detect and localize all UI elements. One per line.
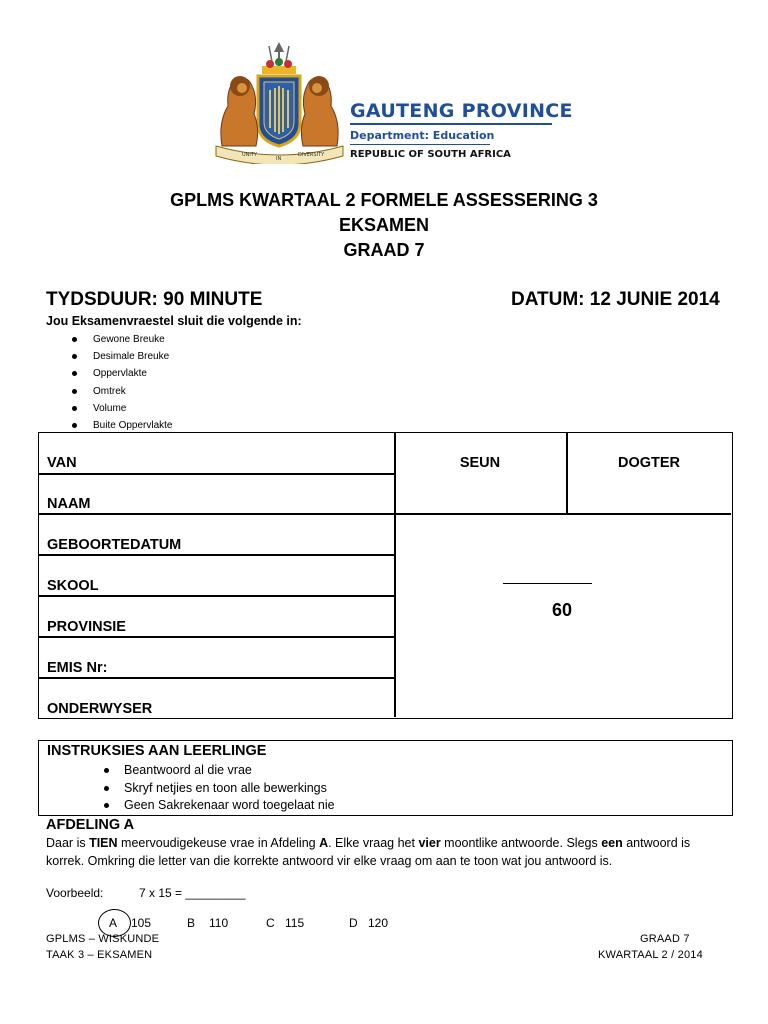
footer-term: KWARTAAL 2 / 2014 [598,949,703,961]
field-surname: VAN [47,455,77,471]
score-blank-line [503,583,592,584]
logo-rule-small [350,144,490,145]
duration: TYDSDUUR: 90 MINUTE [46,289,263,310]
field-name: NAAM [47,496,91,512]
motto-diversity: DIVERSITY [298,152,325,158]
topic-item: Volume [72,402,173,419]
logo-text-block [350,100,573,160]
boy-column: SEUN [459,455,501,471]
field-emis: EMIS Nr: [47,660,108,676]
learner-info-table [38,432,733,719]
field-teacher: ONDERWYSER [47,701,153,717]
field-school: SKOOL [47,578,99,594]
option-d-value: 120 [368,916,389,930]
example-label: Voorbeeld: [46,886,104,900]
motto-unity: UNITY [242,152,257,158]
option-a-letter: A [109,916,118,930]
option-c-value: 115 [285,916,305,930]
section-instructions: Daar is TIEN meervoudigekeuse vrae in Afdeling A. Elke vraag het vier moontlike antwoorde. Slegs een antwoord is korrek. Omkring die letter van die korrekte antwoord vir elke vraag om aan te toon wat jou antwoord is. [46,836,691,868]
exam-date: DATUM: 12 JUNIE 2014 [511,289,720,310]
footer-grade: GRAAD 7 [640,933,690,945]
option-d-letter: D [349,916,358,930]
example-question: 7 x 15 = _________ [139,886,246,900]
motto-in: IN [276,156,282,162]
section-title: AFDELING A [46,817,135,833]
contents-intro: Jou Eksamenvraestel sluit die volgende in: [46,314,302,328]
topic-item: Desimale Breuke [72,350,173,367]
exam-grade: GRAAD 7 [343,240,425,260]
department-name: Department: Education [350,129,495,142]
instructions-title: INSTRUKSIES AAN LEERLINGE [47,743,267,759]
country-name: REPUBLIC OF SOUTH AFRICA [350,149,511,160]
gauteng-coat-of-arms-logo [212,42,347,164]
option-b-value: 110 [209,916,229,930]
field-province: PROVINSIE [47,619,126,635]
option-b-letter: B [187,916,196,930]
instructions-list [104,763,335,816]
option-c-letter: C [266,916,275,930]
topic-item: Omtrek [72,385,173,402]
exam-title: GPLMS KWARTAAL 2 FORMELE ASSESSERING 3 [170,190,598,210]
footer-task: TAAK 3 – EKSAMEN [46,949,153,961]
field-birthdate: GEBOORTEDATUM [47,537,182,553]
instruction-item: Skryf netjies en toon alle bewerkings [104,781,335,799]
logo-rule [350,123,552,125]
footer-subject: GPLMS – WISKUNDE [46,933,160,945]
option-a-value: 105 [131,916,152,930]
instruction-item: Beantwoord al die vrae [104,763,335,781]
topic-item: Buite Oppervlakte [72,419,173,436]
girl-column: DOGTER [617,455,681,471]
topic-item: Oppervlakte [72,367,173,384]
score-total: 60 [552,600,573,620]
exam-type: EKSAMEN [338,215,429,235]
instructions-box [38,740,733,816]
province-name: GAUTENG PROVINCE [350,100,573,122]
topic-item: Gewone Breuke [72,333,173,350]
instruction-item: Geen Sakrekenaar word toegelaat nie [104,798,335,816]
topic-list [72,333,173,436]
